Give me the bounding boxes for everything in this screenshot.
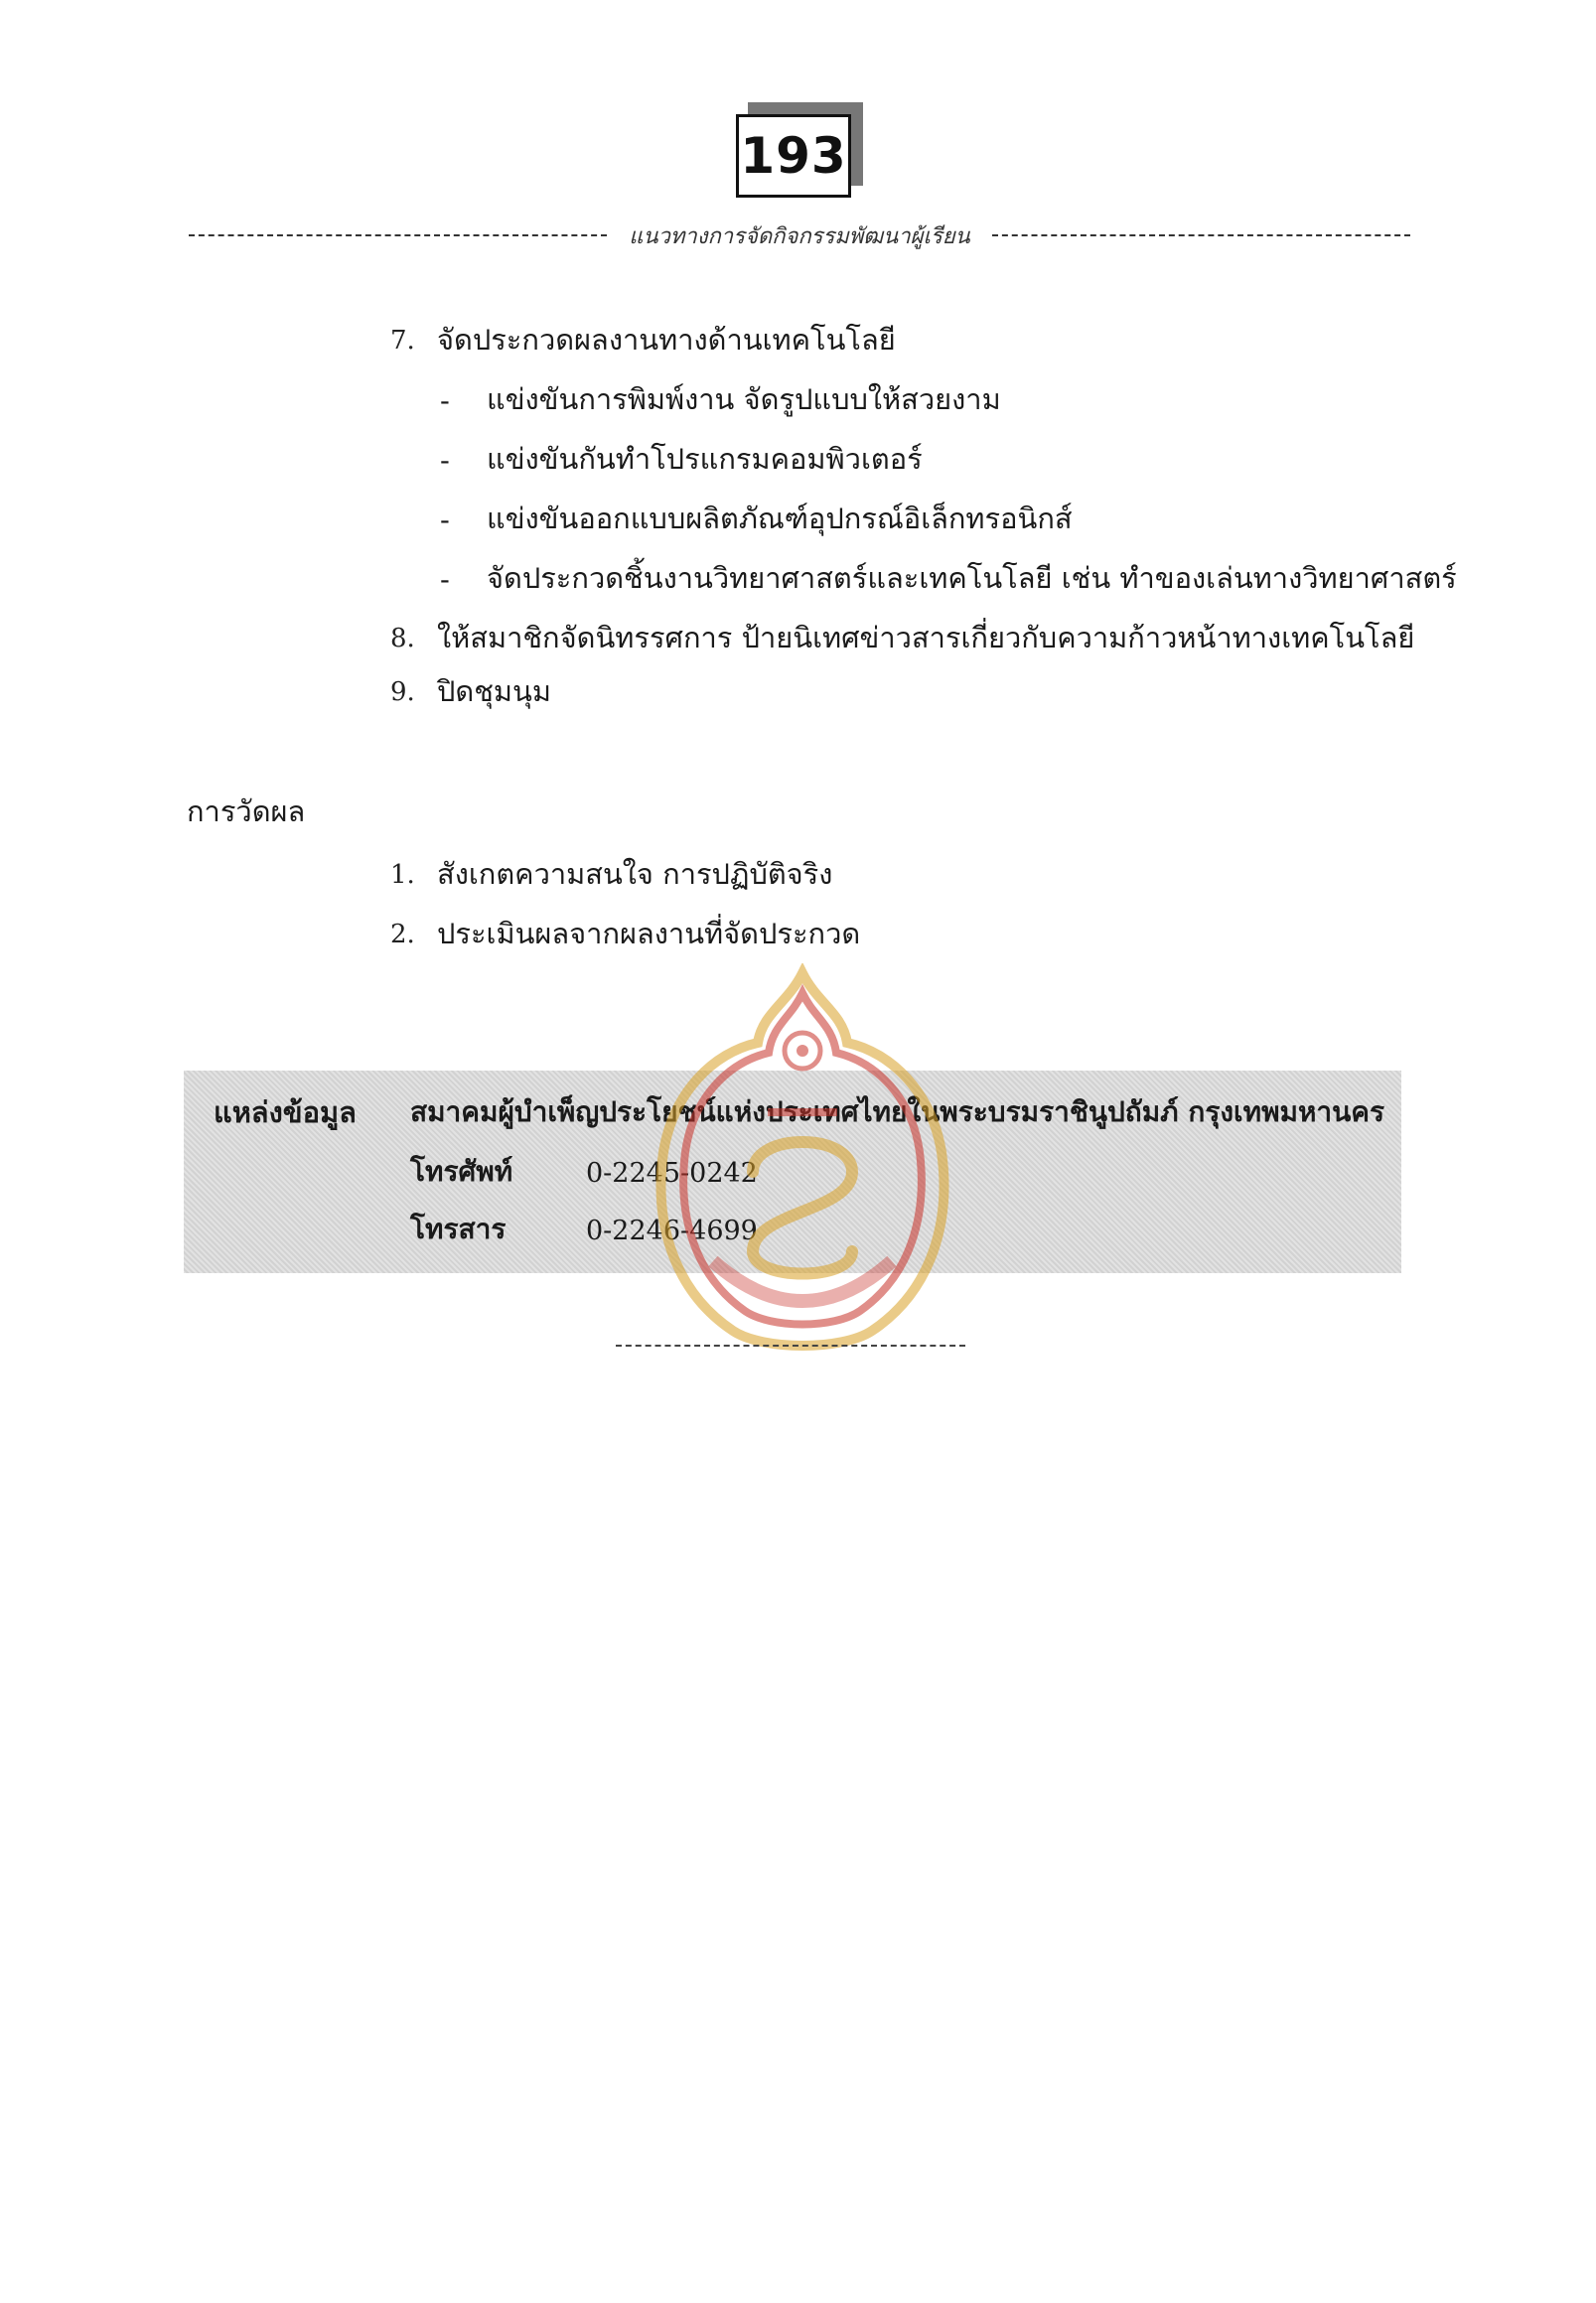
activity-9-number: 9. (390, 677, 415, 707)
header-dash-right (992, 234, 1410, 236)
evaluation-1-text: สังเกตความสนใจ การปฏิบัติจริง (437, 857, 833, 891)
phone-number: 0-2245-0242 (586, 1158, 758, 1189)
evaluation-2-text: ประเมินผลจากผลงานที่จัดประกวด (437, 917, 861, 950)
fax-number: 0-2246-4699 (586, 1216, 758, 1246)
header-rule (189, 220, 1410, 250)
phone-label: โทรศัพท์ (410, 1155, 513, 1188)
evaluation-1-number: 1. (390, 860, 415, 890)
sub-item-3-marker: - (440, 503, 450, 536)
sub-item-4-marker: - (440, 562, 450, 596)
sub-item-4-text: จัดประกวดชิ้นงานวิทยาศาสตร์และเทคโนโลยี เช่น ทำของเล่นทางวิทยาศาสตร์ (487, 561, 1457, 595)
activity-8-text: ให้สมาชิกจัดนิทรรศการ ป้ายนิเทศข่าวสารเกี่ยวกับความก้าวหน้าทางเทคโนโลยี (437, 621, 1415, 654)
sub-item-3-text: แข่งขันออกแบบผลิตภัณฑ์อุปกรณ์อิเล็กทรอนิกส์ (487, 502, 1073, 535)
page-number: 193 (736, 114, 851, 198)
fax-label: โทรสาร (410, 1213, 507, 1245)
sub-item-2-marker: - (440, 443, 450, 477)
activity-7-number: 7. (390, 326, 415, 356)
activity-7-text: จัดประกวดผลงานทางด้านเทคโนโลยี (437, 323, 896, 357)
source-label: แหล่งข้อมูล (214, 1095, 357, 1129)
header-dash-left (189, 234, 607, 236)
evaluation-2-number: 2. (390, 920, 415, 949)
activity-8-number: 8. (390, 624, 415, 653)
sub-item-1-text: แข่งขันการพิมพ์งาน จัดรูปแบบให้สวยงาม (487, 382, 1001, 416)
sub-item-2-text: แข่งขันกันทำโปรแกรมคอมพิวเตอร์ (487, 442, 923, 476)
sub-item-1-marker: - (440, 383, 450, 417)
source-organization: สมาคมผู้บำเพ็ญประโยชน์แห่งประเทศไทยในพระบรมราชินูปถัมภ์ กรุงเทพมหานคร (410, 1095, 1385, 1128)
evaluation-heading: การวัดผล (187, 794, 306, 828)
footer-rule (616, 1345, 965, 1347)
source-info-box (184, 1071, 1401, 1273)
activity-9-text: ปิดชุมนุม (437, 674, 551, 708)
running-title: แนวทางการจัดกิจกรรมพัฒนาผู้เรียน (629, 223, 970, 249)
